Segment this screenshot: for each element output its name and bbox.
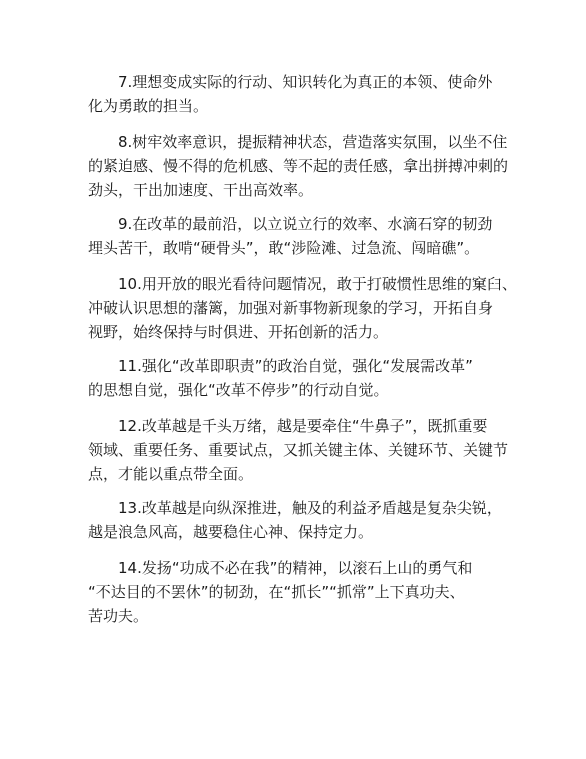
- paragraph-line: 12.改革越是千头万绪，越是要牵住“牛鼻子”，既抓重要: [118, 417, 488, 435]
- paragraph-line: 9.在改革的最前沿，以立说立行的效率、水滴石穿的韧劲: [118, 215, 493, 233]
- paragraph-line: 8.树牢效率意识，提振精神状态，营造落实氛围，以坐不住: [118, 133, 508, 151]
- paragraph-line: 点，才能以重点带全面。: [88, 465, 254, 483]
- paragraph-13: [88, 496, 508, 544]
- paragraph-line: 14.发扬“功成不必在我”的精神，以滚石上山的勇气和: [118, 559, 473, 577]
- paragraph-14: [88, 556, 508, 628]
- paragraph-line: 化为勇敢的担当。: [88, 97, 209, 115]
- paragraph-line: 7.理想变成实际的行动、知识转化为真正的本领、使命外: [118, 73, 493, 91]
- paragraph-line: “不达目的不罢休”的韧劲，在“抓长”“抓常”上下真功夫、: [88, 583, 465, 601]
- paragraph-line: 10.用开放的眼光看待问题情况，敢于打破惯性思维的窠臼、: [118, 275, 517, 293]
- paragraph-line: 的紧迫感、慢不得的危机感、等不起的责任感，拿出拼搏冲刺的: [88, 157, 509, 175]
- paragraph-line: 视野，始终保持与时俱进、开拓创新的活力。: [88, 323, 389, 341]
- paragraph-9: [88, 212, 508, 260]
- paragraph-line: 冲破认识思想的藩篱，加强对新事物新现象的学习，开拓自身: [88, 299, 494, 317]
- paragraph-line: 埋头苦干，敢啃“硬骨头”，敢“涉险滩、过急流、闯暗礁”。: [88, 239, 480, 257]
- paragraph-12: [88, 414, 508, 486]
- paragraph-11: [88, 354, 508, 402]
- paragraph-line: 的思想自觉，强化“改革不停步”的行动自觉。: [88, 381, 389, 399]
- paragraph-line: 11.强化“改革即职责”的政治自觉，强化“发展需改革”: [118, 357, 473, 375]
- paragraph-7: [88, 70, 508, 118]
- paragraph-line: 劲头，干出加速度、干出高效率。: [88, 181, 314, 199]
- paragraph-line: 13.改革越是向纵深推进，触及的利益矛盾越是复杂尖锐，: [118, 499, 502, 517]
- paragraph-line: 领域、重要任务、重要试点，又抓关键主体、关键环节、关键节: [88, 441, 509, 459]
- paragraph-line: 苦功夫。: [88, 607, 149, 625]
- paragraph-line: 越是浪急风高，越要稳住心神、保持定力。: [88, 523, 374, 541]
- paragraph-8: [88, 130, 508, 202]
- paragraph-10: [88, 272, 517, 344]
